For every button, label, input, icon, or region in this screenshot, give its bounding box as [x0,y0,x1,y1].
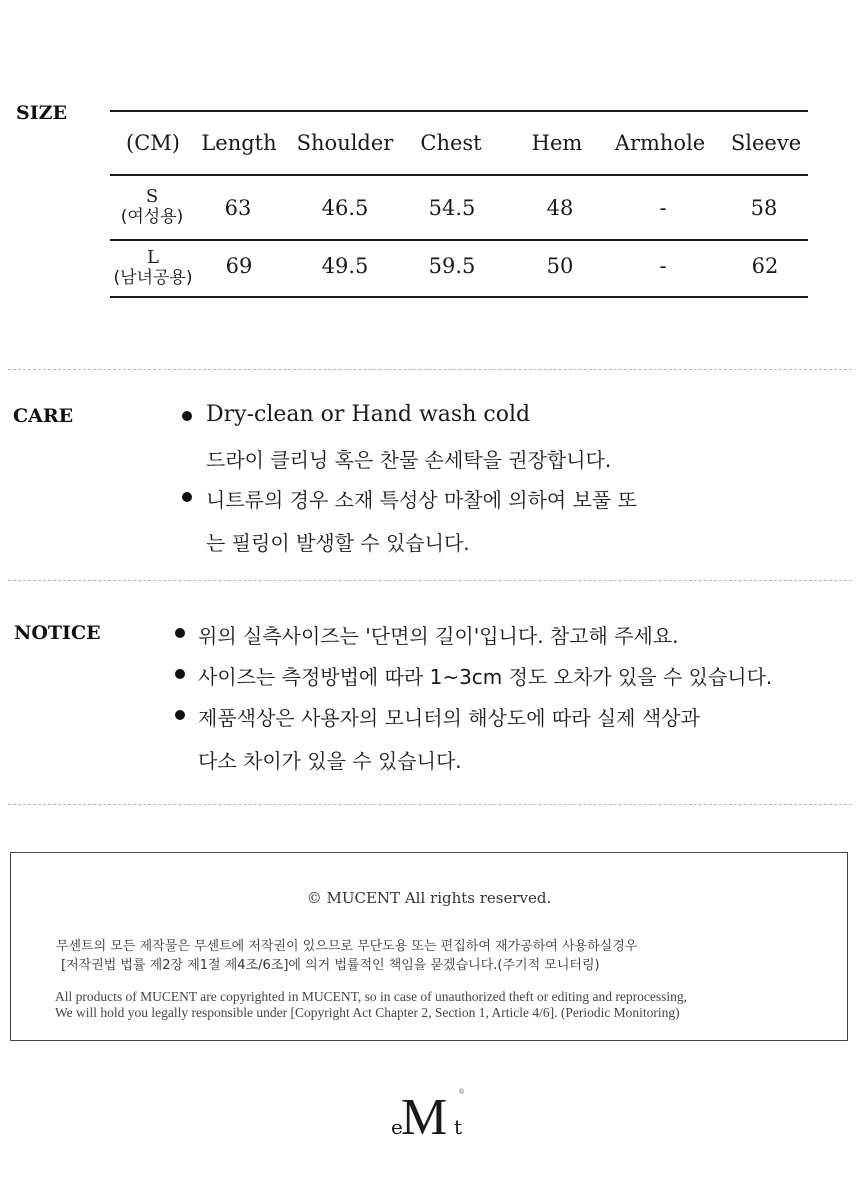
s-hem: 48 [546,196,574,220]
care-item-1-line-2: 드라이 클리닝 혹은 찬물 손세탁을 권장합니다. [206,448,612,472]
table-bottom-rule [110,296,808,298]
bullet-icon [182,411,192,421]
copyright-reserved: © MUCENT All rights reserved. [306,889,552,907]
logo-letter-e: e [391,1115,403,1139]
l-chest: 59.5 [428,254,476,278]
bullet-icon [175,710,185,720]
divider-dashed [8,804,852,805]
size-l-label [114,248,193,288]
table-top-rule [110,110,808,112]
s-shoulder: 46.5 [321,196,369,220]
mucent-logo [391,1090,471,1150]
divider-dashed [8,580,852,581]
notice-item-2: 사이즈는 측정방법에 따라 1~3cm 정도 오차가 있을 수 있습니다. [198,665,773,689]
care-item-2-line-2: 는 필링이 발생할 수 있습니다. [206,531,470,555]
copyright-english-line-1: All products of MUCENT are copyrighted in MUCENT, so in case of unauthorized theft or editing and reprocessing, [55,989,687,1004]
bullet-icon [175,628,185,638]
care-item-2-line-1: 니트류의 경우 소재 특성상 마찰에 의하여 보풀 또 [206,488,637,512]
header-shoulder: Shoulder [296,131,394,155]
header-sleeve: Sleeve [730,131,802,155]
logo-letter-t: t [454,1115,463,1139]
l-hem: 50 [546,254,574,278]
s-length: 63 [224,196,252,220]
l-length: 69 [225,254,253,278]
notice-item-3-line-1: 제품색상은 사용자의 모니터의 해상도에 따라 실제 색상과 [198,706,700,730]
bullet-icon [175,669,185,679]
notice-item-3-line-2: 다소 차이가 있을 수 있습니다. [198,749,462,773]
care-item-1-line-1: Dry-clean or Hand wash cold [206,402,531,427]
size-s-note: (여성용) [120,207,184,227]
notice-item-1: 위의 실측사이즈는 '단면의 길이'입니다. 참고해 주세요. [198,624,679,648]
size-l-name: L [147,247,159,268]
header-hem: Hem [531,131,583,155]
copyright-korean-line-2: [저작권법 법률 제2장 제1절 제4조/6조]에 의거 법률적인 책임을 묻겠습니다.(주기적 모니터링) [61,958,600,973]
l-sleeve: 62 [751,254,779,278]
header-cm: (CM) [126,131,180,155]
size-s-label [121,187,184,227]
logo-letter-m: M [401,1089,446,1146]
table-row-rule [110,239,808,241]
logo-registered-mark: ® [458,1088,465,1096]
care-section-label: CARE [13,405,74,427]
s-sleeve: 58 [750,196,778,220]
header-armhole: Armhole [614,131,706,155]
s-armhole: - [659,196,667,220]
table-header-rule [110,174,808,176]
copyright-english-line-2: We will hold you legally responsible under [Copyright Act Chapter 2, Section 1, Article 4/6]. (Periodic Monitoring) [55,1005,680,1020]
size-l-note: (남녀공용) [113,268,193,288]
divider-dashed [8,369,852,370]
copyright-korean-line-1: 무센트의 모든 제작물은 무센트에 저작권이 있으므로 무단도용 또는 편집하여 재가공하여 사용하실경우 [56,939,638,954]
size-s-name: S [145,186,159,207]
notice-section-label: NOTICE [14,622,101,644]
s-chest: 54.5 [428,196,476,220]
header-chest: Chest [420,131,482,155]
l-shoulder: 49.5 [321,254,369,278]
l-armhole: - [659,254,667,278]
header-length: Length [201,131,277,155]
copyright-box [10,852,848,1041]
size-section-label: SIZE [16,102,67,124]
bullet-icon [182,492,192,502]
